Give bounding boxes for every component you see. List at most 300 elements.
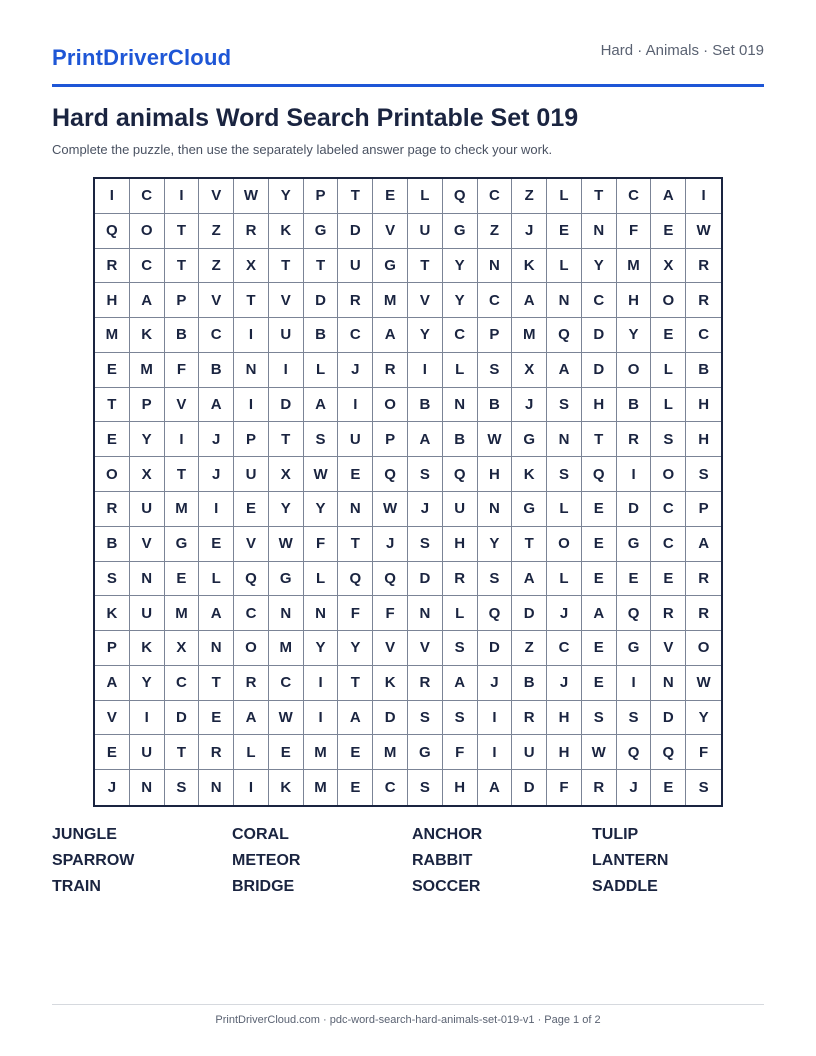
grid-cell: R xyxy=(408,666,443,701)
grid-cell: T xyxy=(338,179,373,214)
grid-cell: T xyxy=(234,283,269,318)
grid-cell: V xyxy=(373,631,408,666)
grid-cell: R xyxy=(651,596,686,631)
grid-cell: K xyxy=(269,770,304,805)
brand-logo[interactable]: PrintDriverCloud xyxy=(52,45,232,70)
grid-cell: A xyxy=(199,388,234,423)
grid-cell: X xyxy=(130,457,165,492)
grid-cell: Z xyxy=(199,214,234,249)
grid-cell: L xyxy=(408,179,443,214)
grid-cell: I xyxy=(234,388,269,423)
grid-cell: Y xyxy=(130,666,165,701)
grid-cell: S xyxy=(582,701,617,736)
grid-cell: U xyxy=(130,735,165,770)
grid-cell: T xyxy=(199,666,234,701)
grid-cell: A xyxy=(443,666,478,701)
grid-cell: M xyxy=(95,318,130,353)
grid-cell: C xyxy=(199,318,234,353)
grid-cell: A xyxy=(478,770,513,805)
grid-cell: R xyxy=(686,249,721,284)
grid-cell: G xyxy=(443,214,478,249)
grid-cell: N xyxy=(478,249,513,284)
grid-cell: A xyxy=(512,562,547,597)
word-search-grid xyxy=(93,177,723,807)
grid-cell: W xyxy=(269,701,304,736)
word-list-item: METEOR xyxy=(232,852,301,869)
grid-cell: T xyxy=(338,527,373,562)
grid-cell: H xyxy=(617,283,652,318)
grid-cell: L xyxy=(547,492,582,527)
grid-cell: Q xyxy=(338,562,373,597)
grid-cell: D xyxy=(338,214,373,249)
grid-cell: M xyxy=(512,318,547,353)
grid-cell: S xyxy=(651,422,686,457)
grid-cell: S xyxy=(686,770,721,805)
word-list-item: LANTERN xyxy=(592,852,669,869)
grid-cell: I xyxy=(234,318,269,353)
grid-cell: E xyxy=(582,527,617,562)
grid-cell: A xyxy=(547,353,582,388)
grid-cell: C xyxy=(582,283,617,318)
grid-cell: B xyxy=(512,666,547,701)
grid-cell: T xyxy=(408,249,443,284)
grid-cell: N xyxy=(199,770,234,805)
grid-cell: J xyxy=(547,666,582,701)
grid-cell: E xyxy=(651,562,686,597)
grid-cell: A xyxy=(304,388,339,423)
grid-cell: J xyxy=(95,770,130,805)
grid-cell: P xyxy=(373,422,408,457)
grid-cell: K xyxy=(512,249,547,284)
grid-cell: Y xyxy=(443,283,478,318)
grid-cell: X xyxy=(651,249,686,284)
grid-cell: S xyxy=(443,631,478,666)
grid-cell: J xyxy=(199,422,234,457)
grid-cell: O xyxy=(686,631,721,666)
grid-cell: R xyxy=(512,701,547,736)
word-list-item: ANCHOR xyxy=(412,826,483,843)
word-list-item: SPARROW xyxy=(52,852,135,869)
grid-cell: N xyxy=(130,562,165,597)
grid-cell: S xyxy=(547,388,582,423)
grid-cell: I xyxy=(478,735,513,770)
grid-cell: R xyxy=(234,666,269,701)
grid-cell: L xyxy=(304,562,339,597)
grid-cell: M xyxy=(617,249,652,284)
grid-cell: G xyxy=(408,735,443,770)
grid-cell: F xyxy=(338,596,373,631)
grid-cell: U xyxy=(408,214,443,249)
grid-cell: E xyxy=(338,457,373,492)
grid-cell: P xyxy=(304,179,339,214)
grid-cell: Y xyxy=(304,631,339,666)
grid-cell: E xyxy=(199,701,234,736)
grid-cell: A xyxy=(130,283,165,318)
grid-cell: R xyxy=(582,770,617,805)
grid-cell: S xyxy=(478,562,513,597)
grid-cell: I xyxy=(304,701,339,736)
grid-cell: A xyxy=(338,701,373,736)
grid-cell: L xyxy=(443,353,478,388)
grid-cell: T xyxy=(304,249,339,284)
footer-divider xyxy=(52,1004,764,1005)
grid-cell: R xyxy=(199,735,234,770)
grid-cell: I xyxy=(338,388,373,423)
grid-cell: E xyxy=(95,353,130,388)
grid-cell: Y xyxy=(686,701,721,736)
grid-cell: G xyxy=(617,527,652,562)
grid-cell: R xyxy=(338,283,373,318)
grid-cell: B xyxy=(686,353,721,388)
grid-cell: X xyxy=(512,353,547,388)
grid-cell: E xyxy=(165,562,200,597)
grid-cell: B xyxy=(95,527,130,562)
grid-cell: S xyxy=(443,701,478,736)
grid-cell: R xyxy=(617,422,652,457)
grid-cell: C xyxy=(338,318,373,353)
grid-cell: R xyxy=(234,214,269,249)
grid-cell: M xyxy=(165,596,200,631)
grid-cell: S xyxy=(408,527,443,562)
grid-cell: S xyxy=(304,422,339,457)
grid-cell: W xyxy=(686,666,721,701)
grid-cell: M xyxy=(373,735,408,770)
grid-cell: T xyxy=(582,422,617,457)
grid-cell: N xyxy=(547,422,582,457)
grid-cell: F xyxy=(443,735,478,770)
grid-cell: R xyxy=(686,562,721,597)
grid-cell: K xyxy=(130,631,165,666)
grid-cell: H xyxy=(478,457,513,492)
grid-cell: A xyxy=(582,596,617,631)
grid-cell: J xyxy=(512,214,547,249)
grid-cell: G xyxy=(512,422,547,457)
grid-cell: O xyxy=(234,631,269,666)
grid-cell: J xyxy=(373,527,408,562)
grid-cell: T xyxy=(165,735,200,770)
grid-cell: W xyxy=(582,735,617,770)
grid-cell: E xyxy=(651,214,686,249)
grid-cell: N xyxy=(582,214,617,249)
grid-cell: C xyxy=(617,179,652,214)
grid-cell: J xyxy=(199,457,234,492)
grid-cell: A xyxy=(373,318,408,353)
grid-cell: R xyxy=(95,492,130,527)
grid-cell: E xyxy=(651,770,686,805)
grid-cell: D xyxy=(304,283,339,318)
grid-cell: T xyxy=(165,249,200,284)
grid-cell: B xyxy=(304,318,339,353)
grid-cell: E xyxy=(199,527,234,562)
grid-cell: E xyxy=(338,735,373,770)
grid-cell: W xyxy=(686,214,721,249)
grid-cell: Q xyxy=(617,596,652,631)
grid-cell: L xyxy=(651,353,686,388)
grid-cell: V xyxy=(234,527,269,562)
grid-cell: N xyxy=(443,388,478,423)
grid-cell: V xyxy=(165,388,200,423)
grid-cell: Y xyxy=(408,318,443,353)
grid-cell: D xyxy=(512,770,547,805)
grid-cell: I xyxy=(617,457,652,492)
breadcrumb: Hard · Animals · Set 019 xyxy=(600,42,764,59)
grid-cell: Q xyxy=(582,457,617,492)
grid-cell: I xyxy=(617,666,652,701)
grid-cell: D xyxy=(269,388,304,423)
page-title: Hard animals Word Search Printable Set 019 xyxy=(52,104,579,132)
grid-cell: Z xyxy=(512,631,547,666)
grid-cell: U xyxy=(130,596,165,631)
grid-cell: P xyxy=(130,388,165,423)
grid-cell: B xyxy=(165,318,200,353)
grid-cell: J xyxy=(617,770,652,805)
grid-cell: H xyxy=(547,701,582,736)
grid-cell: N xyxy=(130,770,165,805)
word-list-item: RABBIT xyxy=(412,852,473,869)
grid-cell: N xyxy=(269,596,304,631)
grid-cell: C xyxy=(686,318,721,353)
grid-cell: Q xyxy=(95,214,130,249)
grid-cell: R xyxy=(686,283,721,318)
grid-cell: P xyxy=(165,283,200,318)
grid-cell: O xyxy=(547,527,582,562)
grid-cell: O xyxy=(95,457,130,492)
grid-cell: A xyxy=(408,422,443,457)
grid-cell: T xyxy=(95,388,130,423)
grid-cell: R xyxy=(443,562,478,597)
grid-cell: M xyxy=(373,283,408,318)
grid-cell: P xyxy=(234,422,269,457)
grid-cell: T xyxy=(165,214,200,249)
grid-cell: L xyxy=(199,562,234,597)
grid-cell: C xyxy=(130,249,165,284)
grid-cell: T xyxy=(269,422,304,457)
grid-cell: C xyxy=(443,318,478,353)
grid-cell: Z xyxy=(478,214,513,249)
grid-cell: F xyxy=(304,527,339,562)
grid-cell: K xyxy=(95,596,130,631)
grid-cell: I xyxy=(269,353,304,388)
grid-cell: E xyxy=(651,318,686,353)
grid-cell: H xyxy=(443,527,478,562)
grid-cell: E xyxy=(582,562,617,597)
grid-cell: D xyxy=(373,701,408,736)
grid-cell: D xyxy=(478,631,513,666)
grid-cell: Z xyxy=(512,179,547,214)
grid-cell: F xyxy=(547,770,582,805)
grid-cell: O xyxy=(651,457,686,492)
grid-cell: F xyxy=(617,214,652,249)
grid-cell: B xyxy=(199,353,234,388)
grid-cell: U xyxy=(338,249,373,284)
grid-cell: X xyxy=(234,249,269,284)
grid-cell: U xyxy=(338,422,373,457)
word-list-item: SADDLE xyxy=(592,878,658,895)
grid-cell: Y xyxy=(617,318,652,353)
grid-cell: S xyxy=(408,770,443,805)
grid-cell: I xyxy=(165,179,200,214)
grid-cell: X xyxy=(269,457,304,492)
grid-cell: G xyxy=(617,631,652,666)
grid-cell: T xyxy=(269,249,304,284)
grid-cell: G xyxy=(512,492,547,527)
word-list xyxy=(52,824,772,902)
grid-cell: V xyxy=(269,283,304,318)
grid-cell: I xyxy=(199,492,234,527)
grid-cell: Y xyxy=(269,179,304,214)
word-list-item: TRAIN xyxy=(52,878,101,895)
grid-cell: K xyxy=(130,318,165,353)
grid-cell: V xyxy=(651,631,686,666)
grid-cell: J xyxy=(478,666,513,701)
grid-cell: Y xyxy=(443,249,478,284)
grid-cell: B xyxy=(617,388,652,423)
grid-cell: Q xyxy=(617,735,652,770)
grid-cell: N xyxy=(234,353,269,388)
grid-cell: Q xyxy=(443,457,478,492)
grid-cell: H xyxy=(95,283,130,318)
grid-cell: K xyxy=(373,666,408,701)
grid-cell: P xyxy=(686,492,721,527)
grid-cell: J xyxy=(338,353,373,388)
grid-cell: D xyxy=(582,353,617,388)
grid-cell: P xyxy=(95,631,130,666)
grid-cell: Q xyxy=(234,562,269,597)
grid-cell: J xyxy=(512,388,547,423)
grid-cell: Y xyxy=(304,492,339,527)
grid-cell: M xyxy=(130,353,165,388)
grid-cell: A xyxy=(199,596,234,631)
grid-cell: N xyxy=(547,283,582,318)
grid-cell: L xyxy=(234,735,269,770)
grid-cell: S xyxy=(95,562,130,597)
grid-cell: M xyxy=(165,492,200,527)
grid-cell: O xyxy=(373,388,408,423)
grid-cell: J xyxy=(408,492,443,527)
grid-cell: Q xyxy=(478,596,513,631)
grid-cell: U xyxy=(443,492,478,527)
grid-cell: R xyxy=(686,596,721,631)
grid-cell: Y xyxy=(269,492,304,527)
grid-cell: C xyxy=(130,179,165,214)
grid-cell: I xyxy=(165,422,200,457)
grid-cell: W xyxy=(234,179,269,214)
grid-cell: F xyxy=(165,353,200,388)
grid-cell: C xyxy=(373,770,408,805)
grid-cell: O xyxy=(130,214,165,249)
grid-cell: V xyxy=(408,631,443,666)
grid-cell: U xyxy=(130,492,165,527)
grid-cell: Q xyxy=(651,735,686,770)
grid-cell: V xyxy=(199,179,234,214)
word-list-item: JUNGLE xyxy=(52,826,117,843)
grid-cell: V xyxy=(95,701,130,736)
grid-cell: S xyxy=(408,457,443,492)
grid-cell: C xyxy=(478,179,513,214)
grid-cell: K xyxy=(512,457,547,492)
grid-cell: W xyxy=(269,527,304,562)
grid-cell: D xyxy=(582,318,617,353)
grid-cell: N xyxy=(338,492,373,527)
grid-cell: N xyxy=(199,631,234,666)
grid-cell: D xyxy=(408,562,443,597)
grid-cell: G xyxy=(269,562,304,597)
grid-cell: Q xyxy=(547,318,582,353)
grid-cell: L xyxy=(651,388,686,423)
grid-cell: R xyxy=(95,249,130,284)
grid-cell: C xyxy=(478,283,513,318)
grid-cell: H xyxy=(686,422,721,457)
grid-cell: H xyxy=(582,388,617,423)
grid-cell: I xyxy=(130,701,165,736)
grid-cell: I xyxy=(95,179,130,214)
grid-cell: W xyxy=(373,492,408,527)
grid-cell: K xyxy=(269,214,304,249)
grid-cell: F xyxy=(686,735,721,770)
page-header xyxy=(52,38,764,87)
grid-cell: A xyxy=(234,701,269,736)
grid-cell: V xyxy=(408,283,443,318)
grid-cell: Q xyxy=(443,179,478,214)
grid-cell: H xyxy=(443,770,478,805)
grid-cell: E xyxy=(95,422,130,457)
grid-cell: C xyxy=(651,492,686,527)
grid-cell: S xyxy=(547,457,582,492)
grid-cell: V xyxy=(199,283,234,318)
grid-cell: U xyxy=(512,735,547,770)
page-footer: PrintDriverCloud.com · pdc-word-search-hard-animals-set-019-v1 · Page 1 of 2 xyxy=(215,1014,601,1026)
grid-cell: E xyxy=(95,735,130,770)
grid-cell: L xyxy=(547,179,582,214)
grid-cell: Q xyxy=(373,457,408,492)
grid-cell: F xyxy=(373,596,408,631)
grid-cell: H xyxy=(547,735,582,770)
grid-cell: S xyxy=(617,701,652,736)
grid-cell: Y xyxy=(478,527,513,562)
grid-cell: I xyxy=(234,770,269,805)
grid-cell: M xyxy=(304,735,339,770)
grid-cell: T xyxy=(165,457,200,492)
grid-cell: L xyxy=(304,353,339,388)
word-list-item: SOCCER xyxy=(412,878,481,895)
grid-cell: I xyxy=(408,353,443,388)
grid-cell: M xyxy=(304,770,339,805)
word-list-item: CORAL xyxy=(232,826,289,843)
grid-cell: S xyxy=(478,353,513,388)
grid-cell: E xyxy=(582,492,617,527)
word-list-item: TULIP xyxy=(592,826,639,843)
grid-cell: T xyxy=(338,666,373,701)
grid-cell: W xyxy=(304,457,339,492)
grid-cell: I xyxy=(304,666,339,701)
grid-cell: I xyxy=(686,179,721,214)
grid-cell: T xyxy=(582,179,617,214)
grid-cell: J xyxy=(547,596,582,631)
grid-cell: L xyxy=(547,249,582,284)
grid-cell: B xyxy=(443,422,478,457)
grid-cell: D xyxy=(617,492,652,527)
grid-cell: X xyxy=(165,631,200,666)
grid-cell: U xyxy=(234,457,269,492)
grid-cell: U xyxy=(269,318,304,353)
grid-cell: N xyxy=(304,596,339,631)
grid-cell: O xyxy=(617,353,652,388)
grid-cell: E xyxy=(373,179,408,214)
grid-cell: L xyxy=(547,562,582,597)
grid-cell: N xyxy=(408,596,443,631)
grid-cell: D xyxy=(165,701,200,736)
grid-cell: A xyxy=(651,179,686,214)
